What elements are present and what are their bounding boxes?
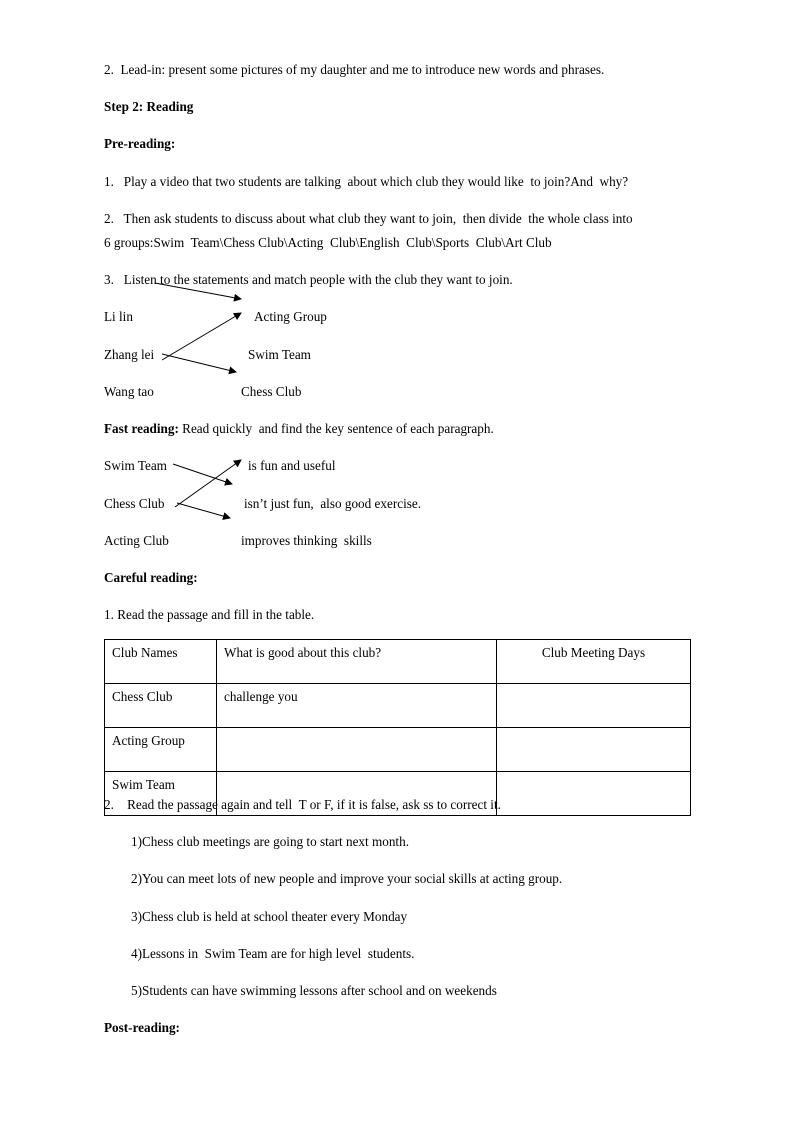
match-arrow: [173, 464, 232, 484]
tf-statement: 1)Chess club meetings are going to start next month.: [131, 834, 409, 849]
careful-reading-task-2: 2. Read the passage again and tell T or F, if it is false, ask ss to correct it.: [104, 797, 501, 812]
fast-reading-text: Read quickly and find the key sentence of each paragraph.: [178, 421, 494, 436]
step2-heading: Step 2: Reading: [104, 99, 194, 114]
pre-reading-item-2-line1: 2. Then ask students to discuss about what club they want to join, then divide the whole class into: [104, 211, 633, 226]
pre-reading-item-3: 3. Listen to the statements and match people with the club they want to join.: [104, 272, 513, 287]
pre-reading-heading: Pre-reading:: [104, 136, 176, 151]
table-cell: challenge you: [217, 684, 497, 728]
table-row: [105, 684, 691, 728]
table-cell: Swim Team: [105, 772, 217, 816]
match2-club: Acting Club: [104, 533, 169, 548]
tf-statement: 5)Students can have swimming lessons after school and on weekends: [131, 983, 497, 998]
match2-sentence: is fun and useful: [248, 458, 336, 473]
table-cell: Acting Group: [105, 728, 217, 772]
table-cell: [497, 772, 691, 816]
table-row: [105, 728, 691, 772]
match-arrow: [162, 313, 241, 360]
tf-statement: 4)Lessons in Swim Team are for high level students.: [131, 946, 415, 961]
match-arrow: [177, 503, 230, 518]
club-table: [104, 639, 691, 816]
fast-reading-label: Fast reading:: [104, 421, 179, 436]
table-header-cell: What is good about this club?: [217, 640, 497, 684]
table-cell: [497, 684, 691, 728]
match1-person: Wang tao: [104, 384, 154, 399]
lead-in-line: 2. Lead-in: present some pictures of my daughter and me to introduce new words and phrases.: [104, 62, 605, 77]
table-cell: Chess Club: [105, 684, 217, 728]
match1-club: Swim Team: [248, 347, 311, 362]
match2-sentence: isn’t just fun, also good exercise.: [244, 496, 422, 511]
match1-club: Acting Group: [254, 309, 327, 324]
table-header-cell: Club Names: [105, 640, 217, 684]
match-arrow: [162, 354, 236, 372]
post-reading-heading: Post-reading:: [104, 1020, 180, 1035]
tf-statement: 3)Chess club is held at school theater every Monday: [131, 909, 408, 924]
match2-club: Swim Team: [104, 458, 167, 473]
match1-person: Li lin: [104, 309, 133, 324]
table-header-row: [105, 640, 691, 684]
table-header-cell: Club Meeting Days: [497, 640, 691, 684]
pre-reading-item-2-line2: 6 groups:Swim Team\Chess Club\Acting Club\English Club\Sports Club\Art Club: [104, 235, 552, 250]
table-cell: [217, 728, 497, 772]
match-arrow: [155, 283, 241, 299]
careful-reading-task-1: 1. Read the passage and fill in the table.: [104, 607, 315, 622]
match2-sentence: improves thinking skills: [241, 533, 372, 548]
match2-club: Chess Club: [104, 496, 165, 511]
match1-person: Zhang lei: [104, 347, 155, 362]
tf-statement: 2)You can meet lots of new people and improve your social skills at acting group.: [131, 871, 563, 886]
careful-reading-heading: Careful reading:: [104, 570, 198, 585]
table-cell: [497, 728, 691, 772]
match1-club: Chess Club: [241, 384, 302, 399]
pre-reading-item-1: 1. Play a video that two students are talking about which club they would like to join?And why?: [104, 174, 629, 189]
